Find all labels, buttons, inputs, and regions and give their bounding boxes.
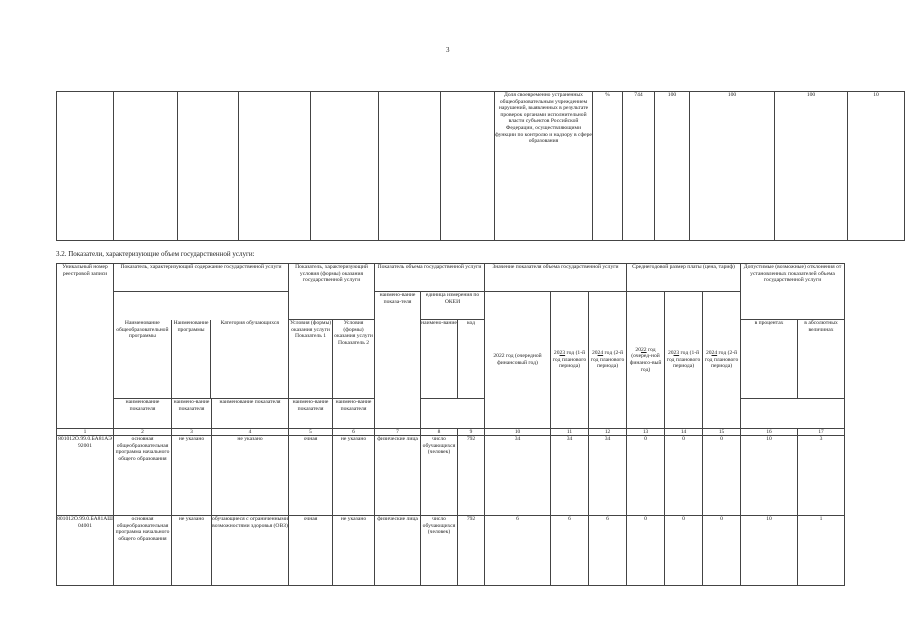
unit-cell: % [593,92,623,241]
table-cell: обучающиеся с ограниченными возможностями здоровья (ОВЗ) [212,516,289,586]
sub-header-condition-1: Условия (формы) оказания услуги Показатель 1 [289,320,333,399]
top-continuation-table [56,91,905,241]
table-cell: не указано [172,436,212,516]
year-2024-header: 2024 год (2-й год планового периода) [589,292,627,429]
column-number: 6 [333,429,375,436]
column-number: 13 [627,429,665,436]
indicator-name-label: наименование показателя [212,399,289,429]
value-cell: 100 [655,92,690,241]
table-cell: не указано [172,516,212,586]
okei-cell: 744 [623,92,655,241]
column-number: 9 [458,429,485,436]
deviation-percent-header: в процентах [741,320,798,399]
value-cell: 100 [775,92,848,241]
sub-header-content: Наименование программы [172,320,212,398]
column-number: 1 [57,429,114,436]
table-cell: 3 [798,436,845,516]
column-number: 12 [589,429,627,436]
conditions-group-header: Показатель, характеризующий условия (формы) оказания государственной услуги [289,264,375,320]
deviation-group-header: Допустимые (возможные) отклонения от установленных показателей объема государственной услуги [741,264,845,320]
unit-code-header: код [458,320,485,399]
column-number: 10 [485,429,551,436]
deviation-percent-cell: 10 [848,92,905,241]
column-number: 2 [114,429,172,436]
table-cell: 34 [485,436,551,516]
fee-2022-header: 2022 год (очеред-ной финансо-вый год) [627,292,665,429]
sub-header-content: Наименование общеобразовательной программы [114,320,172,398]
table-row [57,436,845,516]
fee-2024-header: 2024 год (2-й год планового периода) [703,292,741,429]
column-number: 17 [798,429,845,436]
column-number: 3 [172,429,212,436]
fee-group-header: Среднегодовой размер платы (цена, тариф) [627,264,741,292]
header-row-2 [57,292,845,320]
table-cell: число обучающихся (человек) [421,516,458,586]
table-cell: 10 [741,516,798,586]
table-cell: физические лица [375,516,421,586]
table-cell: не указано [212,436,289,516]
table-cell: число обучающихся (человек) [421,436,458,516]
table-cell: 34 [589,436,627,516]
volume-indicators-table [56,263,845,586]
section-title: 3.2. Показатели, характеризующие объем государственной услуги: [56,250,255,258]
table-cell: 10 [741,436,798,516]
column-number: 14 [665,429,703,436]
table-cell: 801012О.99.0.БА81АШ04001 [57,516,114,586]
table-cell: 6 [551,516,589,586]
column-number: 8 [421,429,458,436]
table-cell: очная [289,516,333,586]
table-cell: 0 [703,516,741,586]
top-table-row [57,92,905,241]
indicator-name-label: наимено-вание показателя [333,399,375,429]
content-group-empty [114,292,289,399]
table-cell: физические лица [375,436,421,516]
table-cell: 0 [665,516,703,586]
table-cell: 34 [551,436,589,516]
indicator-name-label: наимено-вание показателя [172,399,212,429]
column-number: 5 [289,429,333,436]
content-subheaders [114,320,288,398]
column-number: 7 [375,429,421,436]
table-cell: 6 [589,516,627,586]
table-cell: 801012О.99.0.БА81АЭ92001 [57,436,114,516]
table-cell: основная общеобразовательная программа начального общего образования [114,516,172,586]
table-cell: 0 [627,516,665,586]
value-cell: 100 [690,92,775,241]
table-cell: основная общеобразовательная программа начального общего образования [114,436,172,516]
column-number: 16 [741,429,798,436]
content-group-header: Показатель, характеризующий содержание государственной услуги [114,264,289,292]
sub-header-condition-2: Условия (формы) оказания услуги Показатель 2 [333,320,375,399]
year-2022-header: 2022 год (очередной финансовый год) [485,292,551,429]
table-cell: 6 [485,516,551,586]
header-row-1 [57,264,845,292]
sub-header-content: Категория обучающихся [220,320,279,326]
unit-name-header: наимено-вание [421,320,458,399]
table-cell: 792 [458,516,485,586]
year-2023-header: 2023 год (1-й год планового периода) [551,292,589,429]
value-group-header: Значение показателя объема государственной услуги [485,264,627,292]
table-cell: 0 [627,436,665,516]
table-cell: 0 [703,436,741,516]
reg-number-header: Уникальный номер реестровой записи [57,264,114,429]
table-cell: 1 [798,516,845,586]
fee-2023-header: 2023 год (1-й год планового периода) [665,292,703,429]
volume-group-header: Показатель объема государственной услуги [375,264,485,292]
unit-group-header: единица измерения по ОКЕИ [421,292,485,320]
page-number: 3 [446,46,450,54]
column-number: 4 [212,429,289,436]
table-cell: 792 [458,436,485,516]
table-cell: не указано [333,436,375,516]
column-number: 11 [551,429,589,436]
indicator-name-label: наимено-вание показателя [289,399,333,429]
indicator-name-label: наименование показателя [114,399,172,429]
table-cell: очная [289,436,333,516]
column-numbers-row [57,429,845,436]
table-cell: не указано [333,516,375,586]
volume-name-header: наимено-вание показа-теля [375,292,421,429]
quality-indicator-name: Доля своевременно устраненных общеобразовательным учреждением нарушений, выявленных в результате проверок органами исполнительной власти субъектов Российской Федерации, осуществляющими функции по контролю и надзору в сфере образования [495,92,593,241]
table-row [57,516,845,586]
table-cell: 0 [665,436,703,516]
column-number: 15 [703,429,741,436]
deviation-absolute-header: в абсолютных величинах [798,320,845,399]
